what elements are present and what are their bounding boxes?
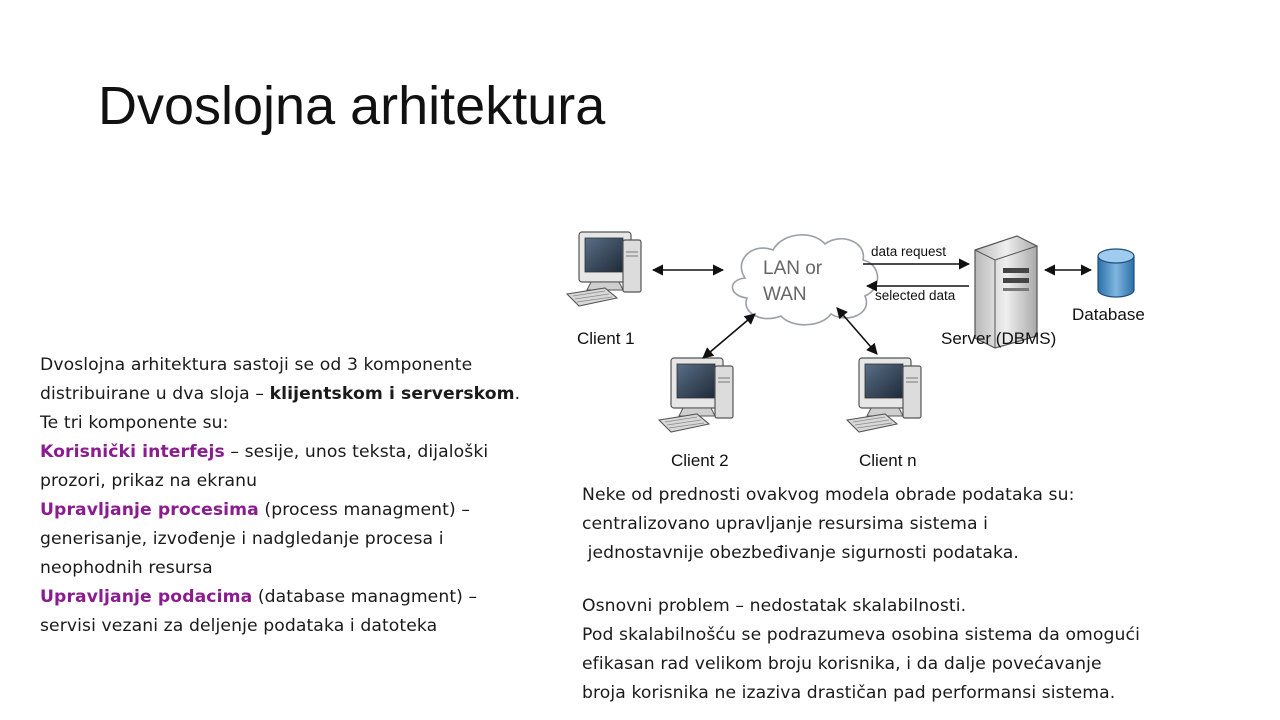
client-n-computer-icon <box>847 358 921 432</box>
client-1-computer-icon <box>567 232 641 306</box>
data-request-label: data request <box>871 244 947 259</box>
component-data-management: Upravljanje podacima (database managment) – <box>40 587 478 607</box>
client-n-label: Client n <box>859 451 917 470</box>
client-2-computer-icon <box>659 358 733 432</box>
text-line: Te tri komponente su: <box>40 413 229 433</box>
component-title: Upravljanje podacima <box>40 587 253 607</box>
layers-emphasis: klijentskom i serverskom <box>269 384 515 404</box>
component-process-management: Upravljanje procesima (process managment) – <box>40 500 471 520</box>
slide-title: Dvoslojna arhitektura <box>98 76 606 136</box>
database-label: Database <box>1072 305 1145 324</box>
client-1-label: Client 1 <box>577 329 635 348</box>
client-2-label: Client 2 <box>671 451 729 470</box>
advantages-text <box>582 481 1232 708</box>
two-tier-architecture-diagram <box>555 220 1175 480</box>
text-line: broja korisnika ne izaziva drastičan pad performansi sistema. <box>582 683 1116 703</box>
cloud-label-line1: LAN or <box>763 258 823 279</box>
component-user-interface: Korisnički interfejs – sesije, unos teksta, dijaloški <box>40 442 489 462</box>
database-icon <box>1098 249 1134 297</box>
text-line: generisanje, izvođenje i nadgledanje procesa i <box>40 529 444 549</box>
text-line: Osnovni problem – nedostatak skalabilnosti. <box>582 596 967 616</box>
text-line: jednostavnije obezbeđivanje sigurnosti podataka. <box>582 543 1019 563</box>
text-line: Neke od prednosti ovakvog modela obrade podataka su: <box>582 485 1075 505</box>
text-line: efikasan rad velikom broju korisnika, i da dalje povećavanje <box>582 654 1102 674</box>
server-label: Server (DBMS) <box>941 329 1057 348</box>
text-line: Dvoslojna arhitektura sastoji se od 3 komponente <box>40 355 473 375</box>
text-line: servisi vezani za deljenje podataka i datoteka <box>40 616 438 636</box>
text-line: centralizovano upravljanje resursima sistema i <box>582 514 989 534</box>
architecture-description <box>40 351 565 641</box>
component-title: Upravljanje procesima <box>40 500 259 520</box>
text-line: distribuirane u dva sloja – klijentskom i serverskom. <box>40 384 521 404</box>
network-cloud-icon <box>732 235 877 325</box>
cloud-label-line2: WAN <box>763 284 807 305</box>
text-line: Pod skalabilnošću se podrazumeva osobina sistema da omogući <box>582 625 1140 645</box>
text-line: prozori, prikaz na ekranu <box>40 471 258 491</box>
text-line: neophodnih resursa <box>40 558 213 578</box>
component-title: Korisnički interfejs <box>40 442 225 462</box>
client2-network-arrow <box>703 314 755 358</box>
selected-data-label: selected data <box>875 288 956 303</box>
